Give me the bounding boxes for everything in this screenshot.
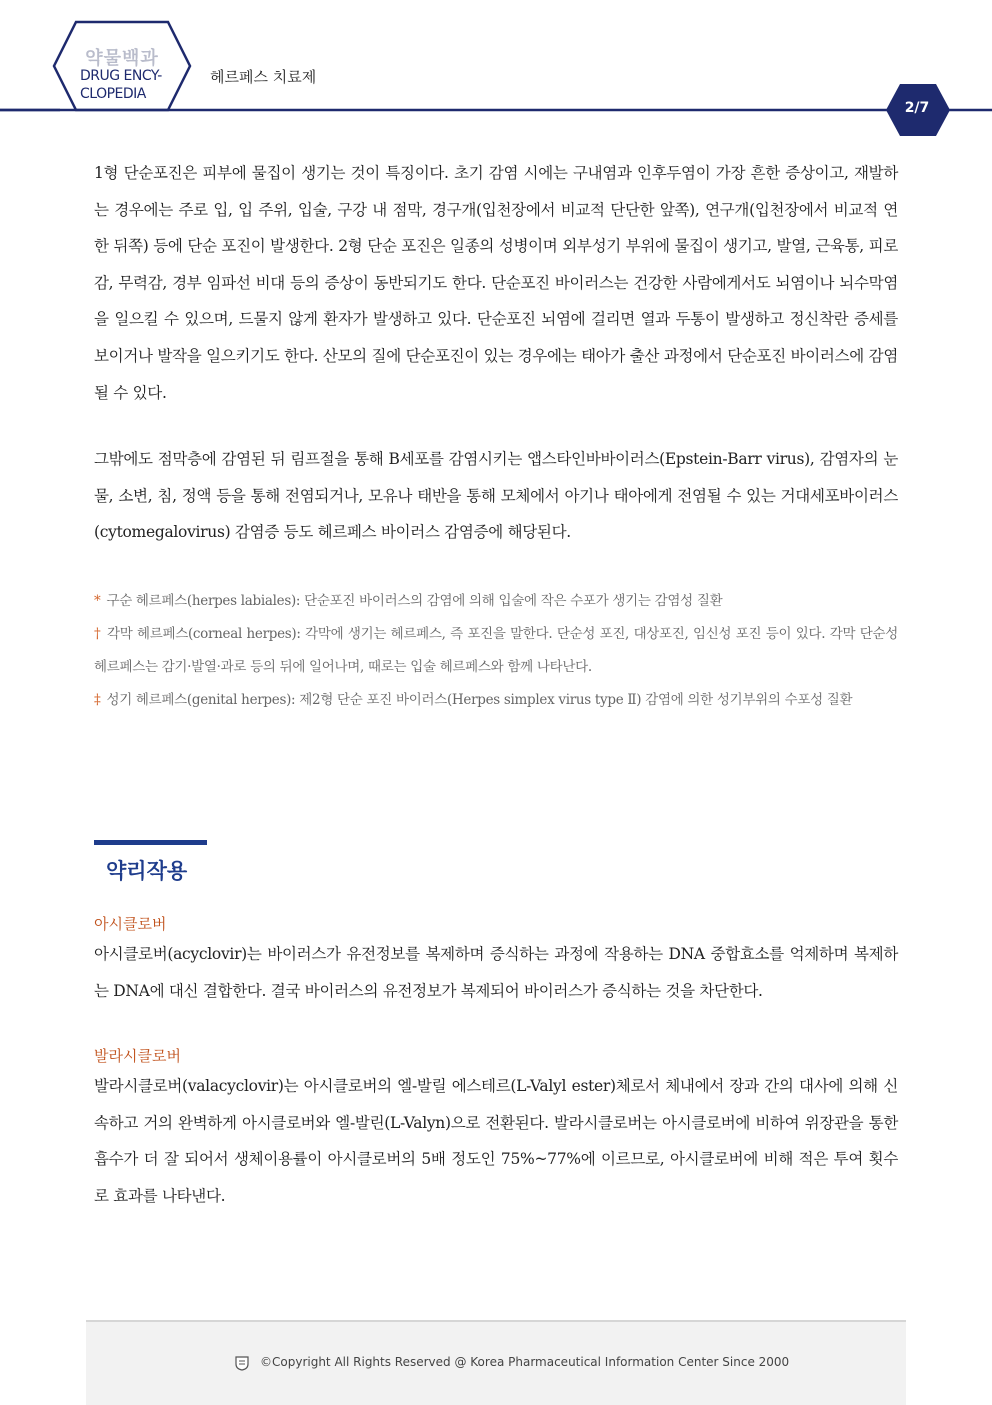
footnote [94, 618, 898, 684]
logo-korean: 약물백과 [85, 48, 159, 69]
footnotes [94, 585, 898, 717]
logo-line2: CLOPEDIA [80, 86, 146, 102]
footnote-text: 각막 헤르페스(corneal herpes): 각막에 생기는 헤르페스, 즉 포진을 말한다. 단순성 포진, 대상포진, 임신성 포진 등이 있다. 각막 단순성 헤르페스는 감기·발열·과로 등의 뒤에 일어나며, 때로는 입술 헤르페스와 함께 나타난다. [94, 625, 898, 675]
footnote-mark: ‡ [94, 691, 101, 708]
main-content [94, 155, 898, 717]
footnote-mark: * [94, 592, 101, 609]
subsection-title-valacyclovir: 발라시클로버 [94, 1047, 181, 1066]
page-number: 2/7 [904, 100, 930, 116]
subsection-body-acyclovir: 아시클로버(acyclovir)는 바이러스가 유전정보를 복제하며 증식하는 과정에 작용하는 DNA 중합효소를 억제하며 복제하는 DNA에 대신 결합한다. 결국 바이러스의 유전정보가 복제되어 바이러스가 증식하는 것을 차단한다. [94, 945, 898, 1000]
footnote-text: 성기 헤르페스(genital herpes): 제2형 단순 포진 바이러스(Herpes simplex virus type Ⅱ) 감염에 의한 성기부위의 수포성 질환 [106, 691, 853, 708]
document-title: 헤르페스 치료제 [210, 68, 317, 86]
page-footer [86, 1320, 906, 1405]
paragraph-2: 그밖에도 점막층에 감염된 뒤 림프절을 통해 B세포를 감염시키는 앱스타인바바이러스(Epstein-Barr virus), 감염자의 눈물, 소변, 침, 정액 등을 통해 전염되거나, 모유나 태반을 통해 모체에서 아기나 태아에게 전염될 수 있는 거대세포바이러스(cytomegalovirus) 감염증 등도 헤르페스 바이러스 감염증에 해당된다. [94, 450, 898, 542]
page-header [0, 0, 992, 140]
subsection-body-valacyclovir: 발라시클로버(valacyclovir)는 아시클로버의 엘-발릴 에스테르(L-Valyl ester)체로서 체내에서 장과 간의 대사에 의해 신속하고 거의 완벽하게 아시클로버와 엘-발린(L-Valyn)으로 전환된다. 발라시클로버는 아시클로버에 비하여 위장관을 통한 흡수가 더 잘 되어서 생체이용률이 아시클로버의 5배 정도인 75%~77%에 이르므로, 아시클로버에 비해 적은 투여 횟수로 효과를 나타낸다. [94, 1077, 898, 1205]
copyright-text: ©Copyright All Rights Reserved @ Korea Pharmaceutical Information Center Since 2000 [260, 1355, 790, 1369]
footnote [94, 585, 898, 618]
footnote-text: 구순 헤르페스(herpes labiales): 단순포진 바이러스의 감염에 의해 입술에 작은 수포가 생기는 감염성 질환 [106, 592, 723, 609]
subsection-title-acyclovir: 아시클로버 [94, 915, 167, 933]
section-bar [94, 840, 207, 845]
paragraph-1: 1형 단순포진은 피부에 물집이 생기는 것이 특징이다. 초기 감염 시에는 구내염과 인후두염이 가장 흔한 증상이고, 재발하는 경우에는 주로 입, 입 주위, 입술, 구강 내 점막, 경구개(입천장에서 비교적 단단한 앞쪽), 연구개(입천장에서 비교적 연한 뒤쪽) 등에 단순 포진이 발생한다. 2형 단순 포진은 일종의 성병이며 외부성기 부위에 물집이 생기고, 발열, 근육통, 피로감, 무력감, 경부 임파선 비대 등의 증상이 동반되기도 한다. 단순포진 바이러스는 건강한 사람에게서도 뇌염이나 뇌수막염을 일으킬 수 있으며, 드물지 않게 환자가 발생하고 있다. 단순포진 뇌염에 걸리면 열과 두통이 발생하고 정신착란 증세를 보이거나 발작을 일으키기도 한다. 산모의 질에 단순포진이 있는 경우에는 태아가 출산 과정에서 단순포진 바이러스에 감염될 수 있다. [94, 164, 898, 402]
footnote [94, 684, 898, 717]
logo-line1: DRUG ENCY- [80, 68, 162, 84]
footnote-mark: † [94, 625, 101, 642]
shield-logo-icon [234, 1355, 250, 1371]
section-title: 약리작용 [106, 859, 188, 883]
pharmacology-section [94, 840, 898, 1215]
